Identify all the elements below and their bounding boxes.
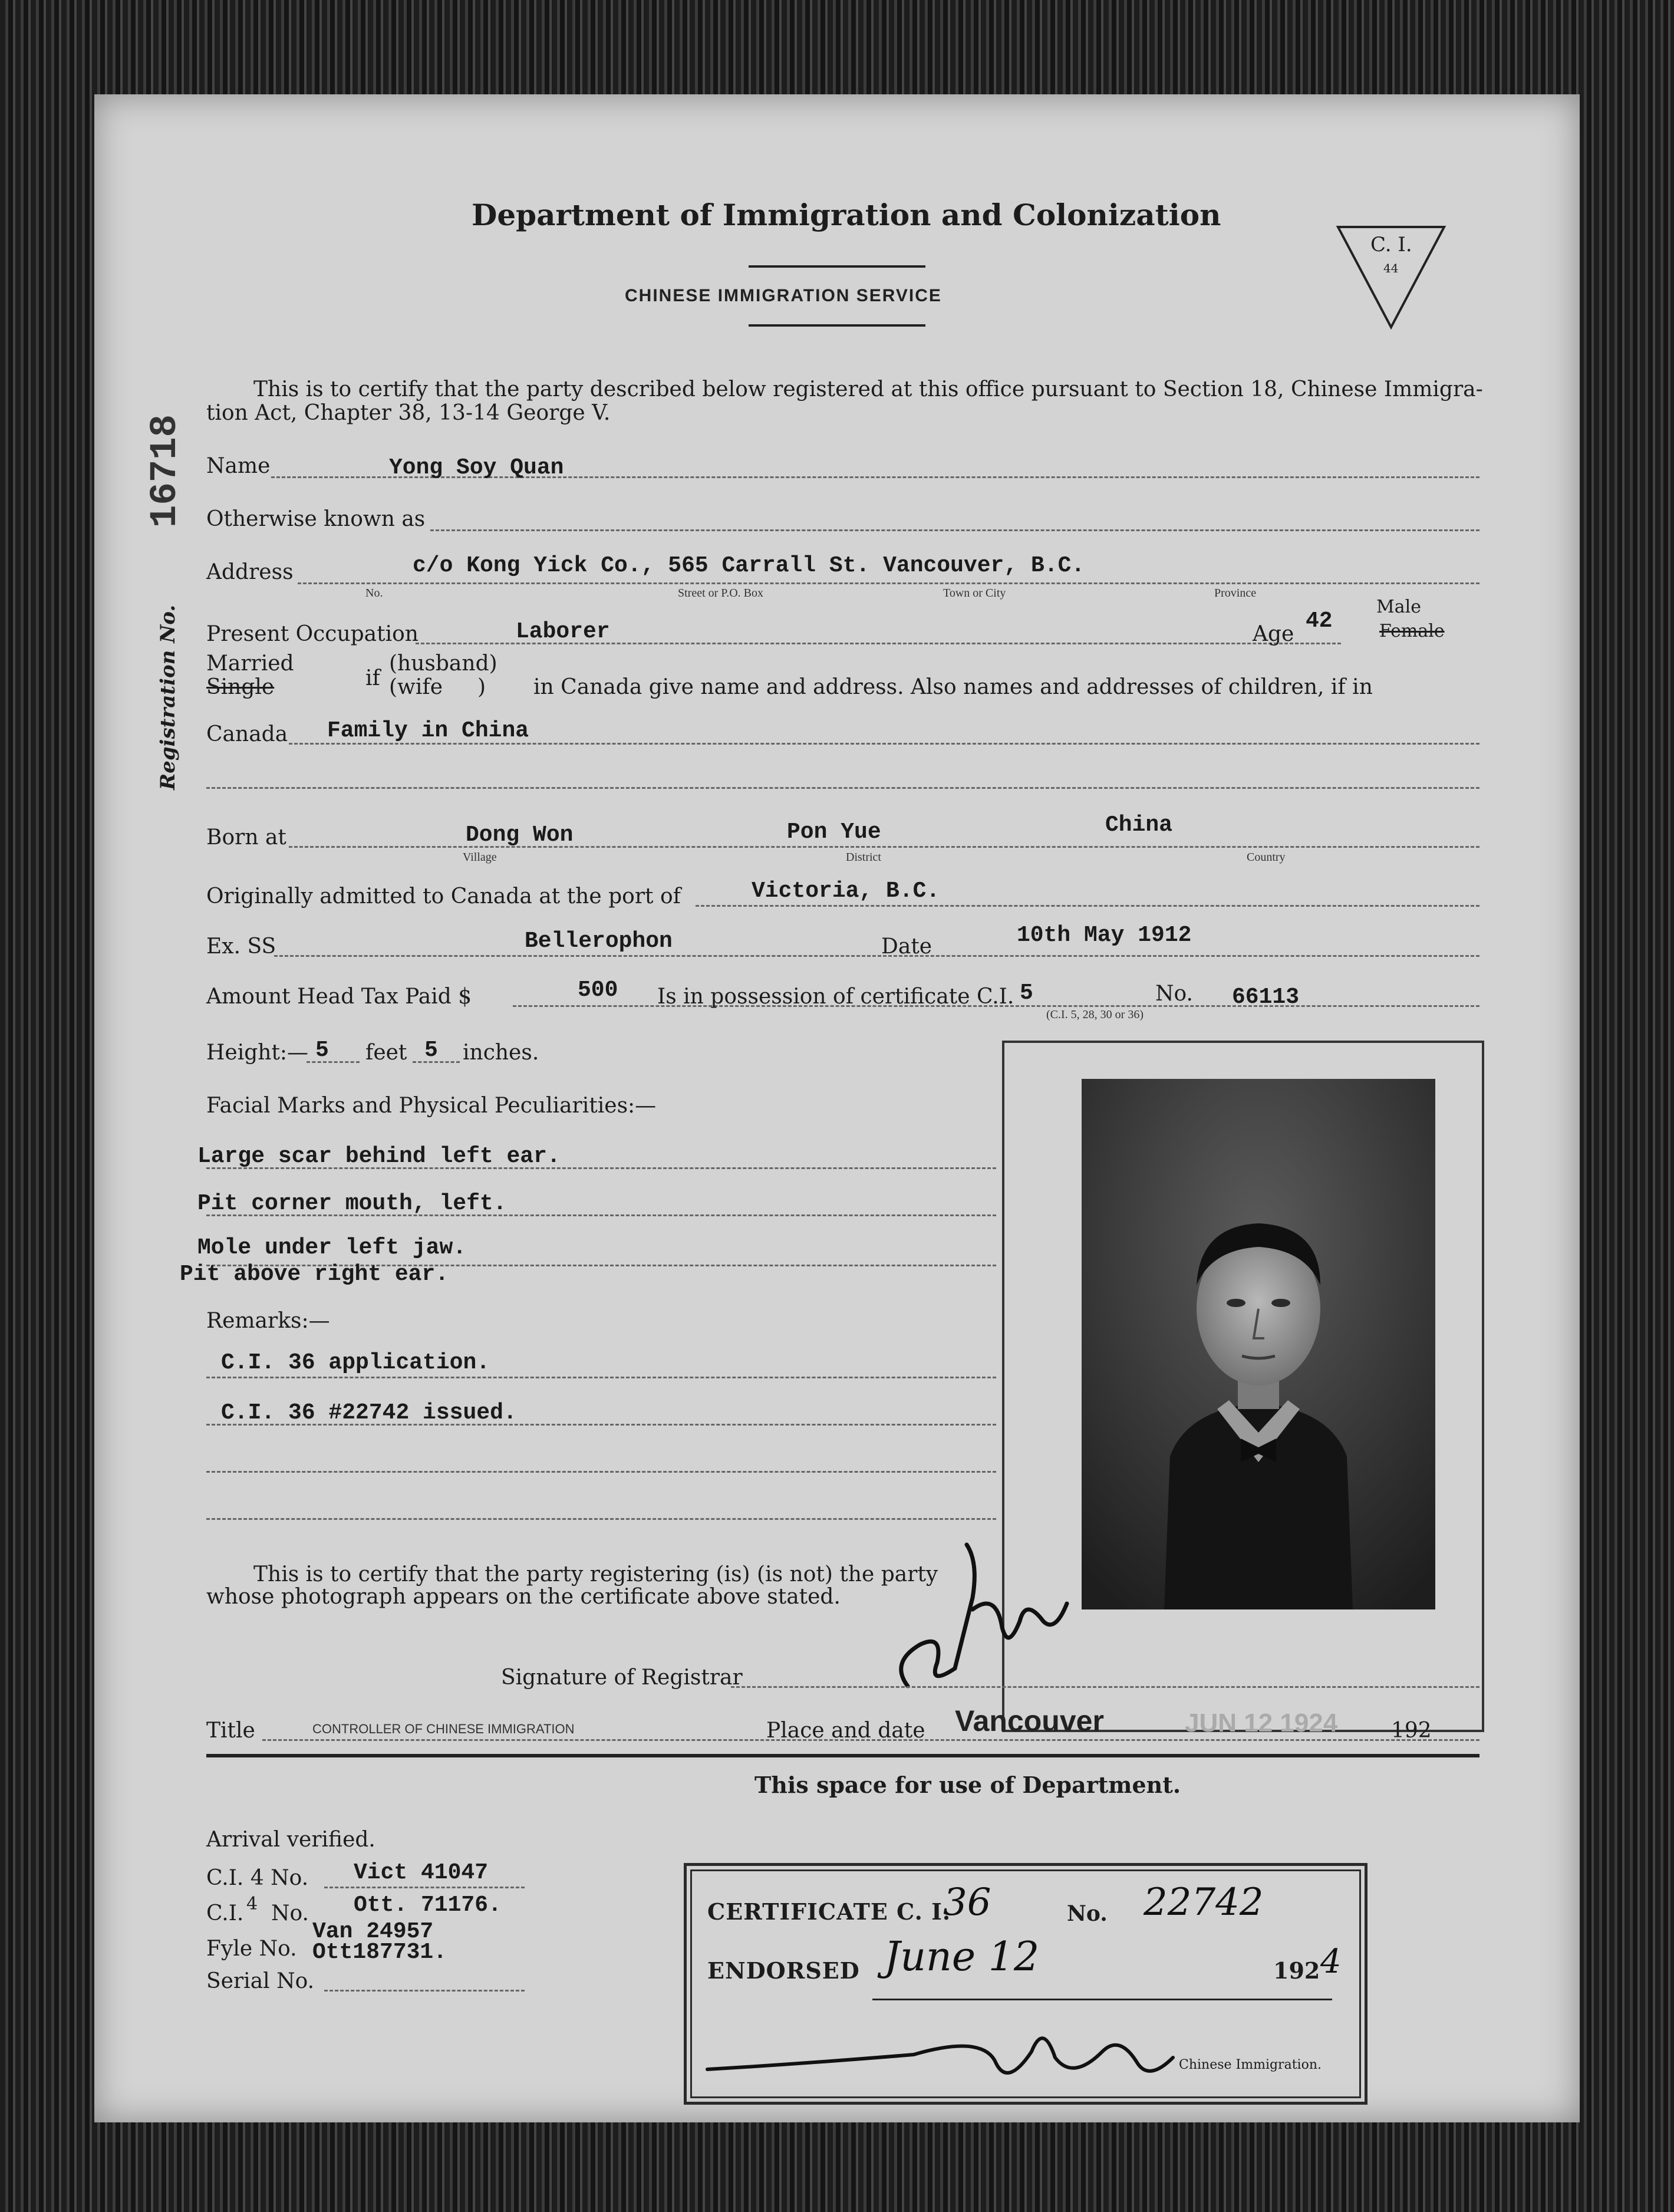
remarks-line-1 <box>206 1377 996 1378</box>
fyle-value-2: Ott187731. <box>312 1940 447 1965</box>
stamp-endorsed-date: June 12 <box>884 1934 1040 1980</box>
height-feet: 5 <box>315 1038 329 1063</box>
registration-label: Registration No. <box>156 604 180 790</box>
stamp-year-prefix: 192 <box>1273 1957 1320 1984</box>
serial-label: Serial No. <box>206 1969 315 1993</box>
sub-district: District <box>846 851 881 864</box>
mark-2: Pit corner mouth, left. <box>197 1191 507 1216</box>
arrival-verified: Arrival verified. <box>206 1828 375 1852</box>
ci-label: C.I. <box>206 1901 244 1925</box>
married-label: Married <box>206 651 294 676</box>
signature-label: Signature of Registrar <box>501 1665 743 1690</box>
port-label: Originally admitted to Canada at the port of <box>206 884 681 908</box>
name-label: Name <box>206 454 271 478</box>
ci-value: Ott. 71176. <box>354 1892 502 1918</box>
department-title: Department of Immigration and Colonization <box>472 198 1221 232</box>
sub-country: Country <box>1247 851 1286 864</box>
header-rule-top <box>749 265 925 268</box>
stamp-certificate-type: 36 <box>943 1881 991 1924</box>
place-label: Place and date <box>766 1719 925 1743</box>
registration-form <box>94 94 1580 2122</box>
tax-label: Amount Head Tax Paid $ <box>206 985 472 1009</box>
mark-1: Large scar behind left ear. <box>197 1144 561 1169</box>
husband-label: (husband) <box>389 651 497 676</box>
registrar-signature <box>819 1509 1079 1710</box>
stamp-certificate-label: CERTIFICATE C. I. <box>707 1898 951 1925</box>
place-value: Vancouver <box>955 1704 1104 1737</box>
address-sub-town: Town or City <box>943 587 1006 600</box>
department-rule <box>206 1754 1479 1757</box>
ci4-value: Vict 41047 <box>354 1860 489 1885</box>
sub-village: Village <box>463 851 497 864</box>
possession-label: Is in possession of certificate C.I. <box>657 985 1014 1009</box>
date-value: 10th May 1912 <box>1017 923 1192 948</box>
name-value: Yong Soy Quan <box>389 455 564 480</box>
ci-no-label: No. <box>271 1901 309 1925</box>
address-sub-street: Street or P.O. Box <box>678 587 763 600</box>
otherwise-label: Otherwise known as <box>206 507 426 531</box>
title-label: Title <box>206 1719 255 1743</box>
header-rule-bottom <box>749 324 925 327</box>
ci4-label: C.I. 4 No. <box>206 1866 309 1890</box>
remark-1: C.I. 36 application. <box>221 1350 490 1375</box>
canada-value: Family in China <box>327 718 529 743</box>
marks-label: Facial Marks and Physical Peculiarities:— <box>206 1094 657 1118</box>
no-value: 66113 <box>1232 985 1300 1010</box>
ci4-line <box>324 1887 525 1888</box>
if-label: if <box>365 666 380 690</box>
sex-female: Female <box>1379 621 1445 641</box>
wife-close: ) <box>477 675 486 699</box>
inches-label: inches. <box>463 1041 539 1065</box>
ci-num: 4 <box>246 1894 258 1914</box>
otherwise-line <box>430 529 1479 531</box>
canada-line-2 <box>206 787 1479 789</box>
form-number: 44 <box>1383 261 1399 275</box>
stamp-certificate-no: 22742 <box>1144 1881 1264 1924</box>
ship-line <box>274 955 1479 957</box>
port-value: Victoria, B.C. <box>752 878 940 904</box>
stamp-date: JUN 12 1924 <box>1185 1709 1338 1737</box>
born-district: Pon Yue <box>787 819 881 845</box>
stamp-endorsed-label: ENDORSED <box>707 1957 860 1984</box>
stamp-year-digit: 4 <box>1320 1943 1342 1981</box>
remarks-line-3 <box>206 1471 996 1473</box>
certify-text: This is to certify that the party described below registered at this office pursuant to Section 18, Chinese Immigra- <box>253 377 1483 401</box>
occupation-value: Laborer <box>516 619 610 644</box>
address-sub-province: Province <box>1214 587 1257 600</box>
ship-value: Bellerophon <box>525 929 673 954</box>
possession-ci: 5 <box>1020 980 1033 1006</box>
single-label: Single <box>206 675 275 699</box>
no-label: No. <box>1155 982 1193 1006</box>
remarks-label: Remarks:— <box>206 1309 330 1333</box>
form-code: C. I. <box>1370 233 1412 256</box>
born-label: Born at <box>206 825 286 850</box>
stamp-bottom-text: Chinese Immigration. <box>1179 2058 1322 2072</box>
address-value: c/o Kong Yick Co., 565 Carrall St. Vancouver, B.C. <box>413 553 1085 578</box>
age-value: 42 <box>1306 608 1333 634</box>
born-country: China <box>1105 812 1173 838</box>
canada-label: Canada <box>206 722 288 746</box>
in-canada-text: in Canada give name and address. Also names and addresses of children, if in <box>533 675 1373 699</box>
year-suffix: 192 <box>1391 1719 1432 1743</box>
age-label: Age <box>1253 622 1294 646</box>
mark-4: Pit above right ear. <box>180 1262 449 1287</box>
possession-sub: (C.I. 5, 28, 30 or 36) <box>1046 1008 1144 1021</box>
address-line <box>298 582 1479 584</box>
certify-text-2: tion Act, Chapter 38, 13-14 George V. <box>206 401 611 425</box>
born-village: Dong Won <box>466 822 574 848</box>
wife-label: (wife <box>389 675 443 699</box>
mark-3: Mole under left jaw. <box>197 1235 467 1260</box>
certify-photo-2: whose photograph appears on the certificate above stated. <box>206 1585 841 1609</box>
department-use-label: This space for use of Department. <box>754 1772 1181 1798</box>
stamp-signature <box>690 1999 1279 2099</box>
sex-male: Male <box>1376 597 1421 617</box>
fyle-value-1: Van 24957 <box>312 1919 434 1944</box>
occupation-label: Present Occupation <box>206 622 418 646</box>
address-sub-no: No. <box>365 587 383 600</box>
tax-value: 500 <box>578 977 618 1003</box>
portrait-photo <box>1082 1079 1435 1609</box>
fyle-label: Fyle No. <box>206 1937 297 1961</box>
serial-line <box>324 1990 525 1992</box>
height-feet-line <box>307 1061 360 1063</box>
stamp-no-label: No. <box>1067 1901 1108 1926</box>
height-label: Height:— <box>206 1041 309 1065</box>
title-value: CONTROLLER OF CHINESE IMMIGRATION <box>312 1721 575 1736</box>
height-inches: 5 <box>424 1038 438 1063</box>
address-label: Address <box>206 560 294 584</box>
ship-label: Ex. SS <box>206 934 276 959</box>
service-title: CHINESE IMMIGRATION SERVICE <box>625 286 942 305</box>
port-line <box>696 905 1479 907</box>
remark-2: C.I. 36 #22742 issued. <box>221 1400 517 1426</box>
feet-label: feet <box>365 1041 407 1065</box>
registration-number: 16718 <box>144 414 187 528</box>
signature-line <box>731 1686 1479 1688</box>
date-label: Date <box>881 934 932 959</box>
certify-photo-1: This is to certify that the party registering (is) (is not) the party <box>253 1562 938 1586</box>
